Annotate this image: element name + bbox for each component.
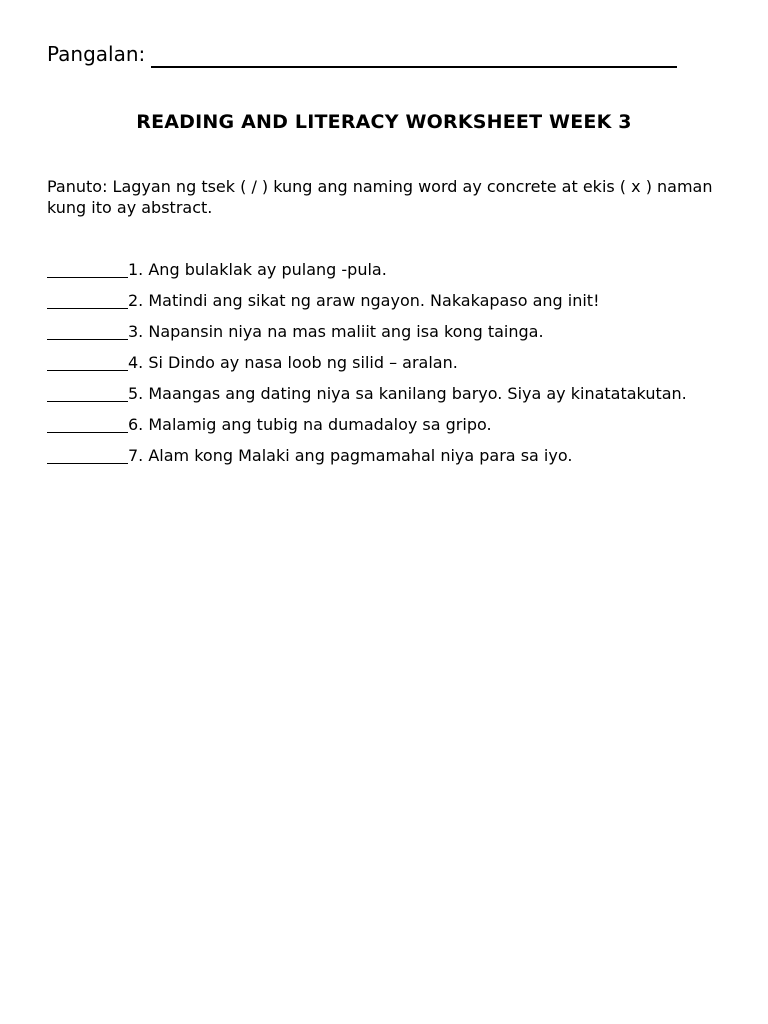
question-number: 3.	[128, 322, 144, 341]
question-text: Malamig ang tubig na dumadaloy sa gripo.	[148, 415, 492, 434]
question-number: 2.	[128, 291, 144, 310]
question-number: 7.	[128, 446, 144, 465]
answer-blank[interactable]	[47, 293, 128, 309]
question-number: 4.	[128, 353, 144, 372]
question-text: Si Dindo ay nasa loob ng silid – aralan.	[148, 353, 458, 372]
answer-blank[interactable]	[47, 324, 128, 340]
name-input-line[interactable]	[151, 46, 677, 68]
question-item	[47, 383, 727, 404]
question-text: Ang bulaklak ay pulang -pula.	[148, 260, 387, 279]
answer-blank[interactable]	[47, 262, 128, 278]
question-text: Alam kong Malaki ang pagmamahal niya para sa iyo.	[148, 446, 573, 465]
answer-blank[interactable]	[47, 355, 128, 371]
question-list	[47, 259, 727, 476]
instructions-text: Panuto: Lagyan ng tsek ( / ) kung ang naming word ay concrete at ekis ( x ) naman kung ito ay abstract.	[47, 177, 713, 217]
question-item	[47, 445, 727, 466]
question-text: Maangas ang dating niya sa kanilang baryo. Siya ay kinatatakutan.	[148, 384, 687, 403]
question-number: 5.	[128, 384, 144, 403]
answer-blank[interactable]	[47, 386, 128, 402]
worksheet-title: READING AND LITERACY WORKSHEET WEEK 3	[136, 111, 632, 133]
name-row	[47, 42, 677, 66]
answer-blank[interactable]	[47, 417, 128, 433]
question-item	[47, 290, 727, 311]
question-item	[47, 352, 727, 373]
question-item	[47, 414, 727, 435]
question-text: Matindi ang sikat ng araw ngayon. Nakakapaso ang init!	[148, 291, 600, 310]
question-number: 1.	[128, 260, 144, 279]
answer-blank[interactable]	[47, 448, 128, 464]
question-item	[47, 259, 727, 280]
name-label: Pangalan:	[47, 42, 146, 66]
question-item	[47, 321, 727, 342]
question-number: 6.	[128, 415, 144, 434]
question-text: Napansin niya na mas maliit ang isa kong tainga.	[148, 322, 544, 341]
